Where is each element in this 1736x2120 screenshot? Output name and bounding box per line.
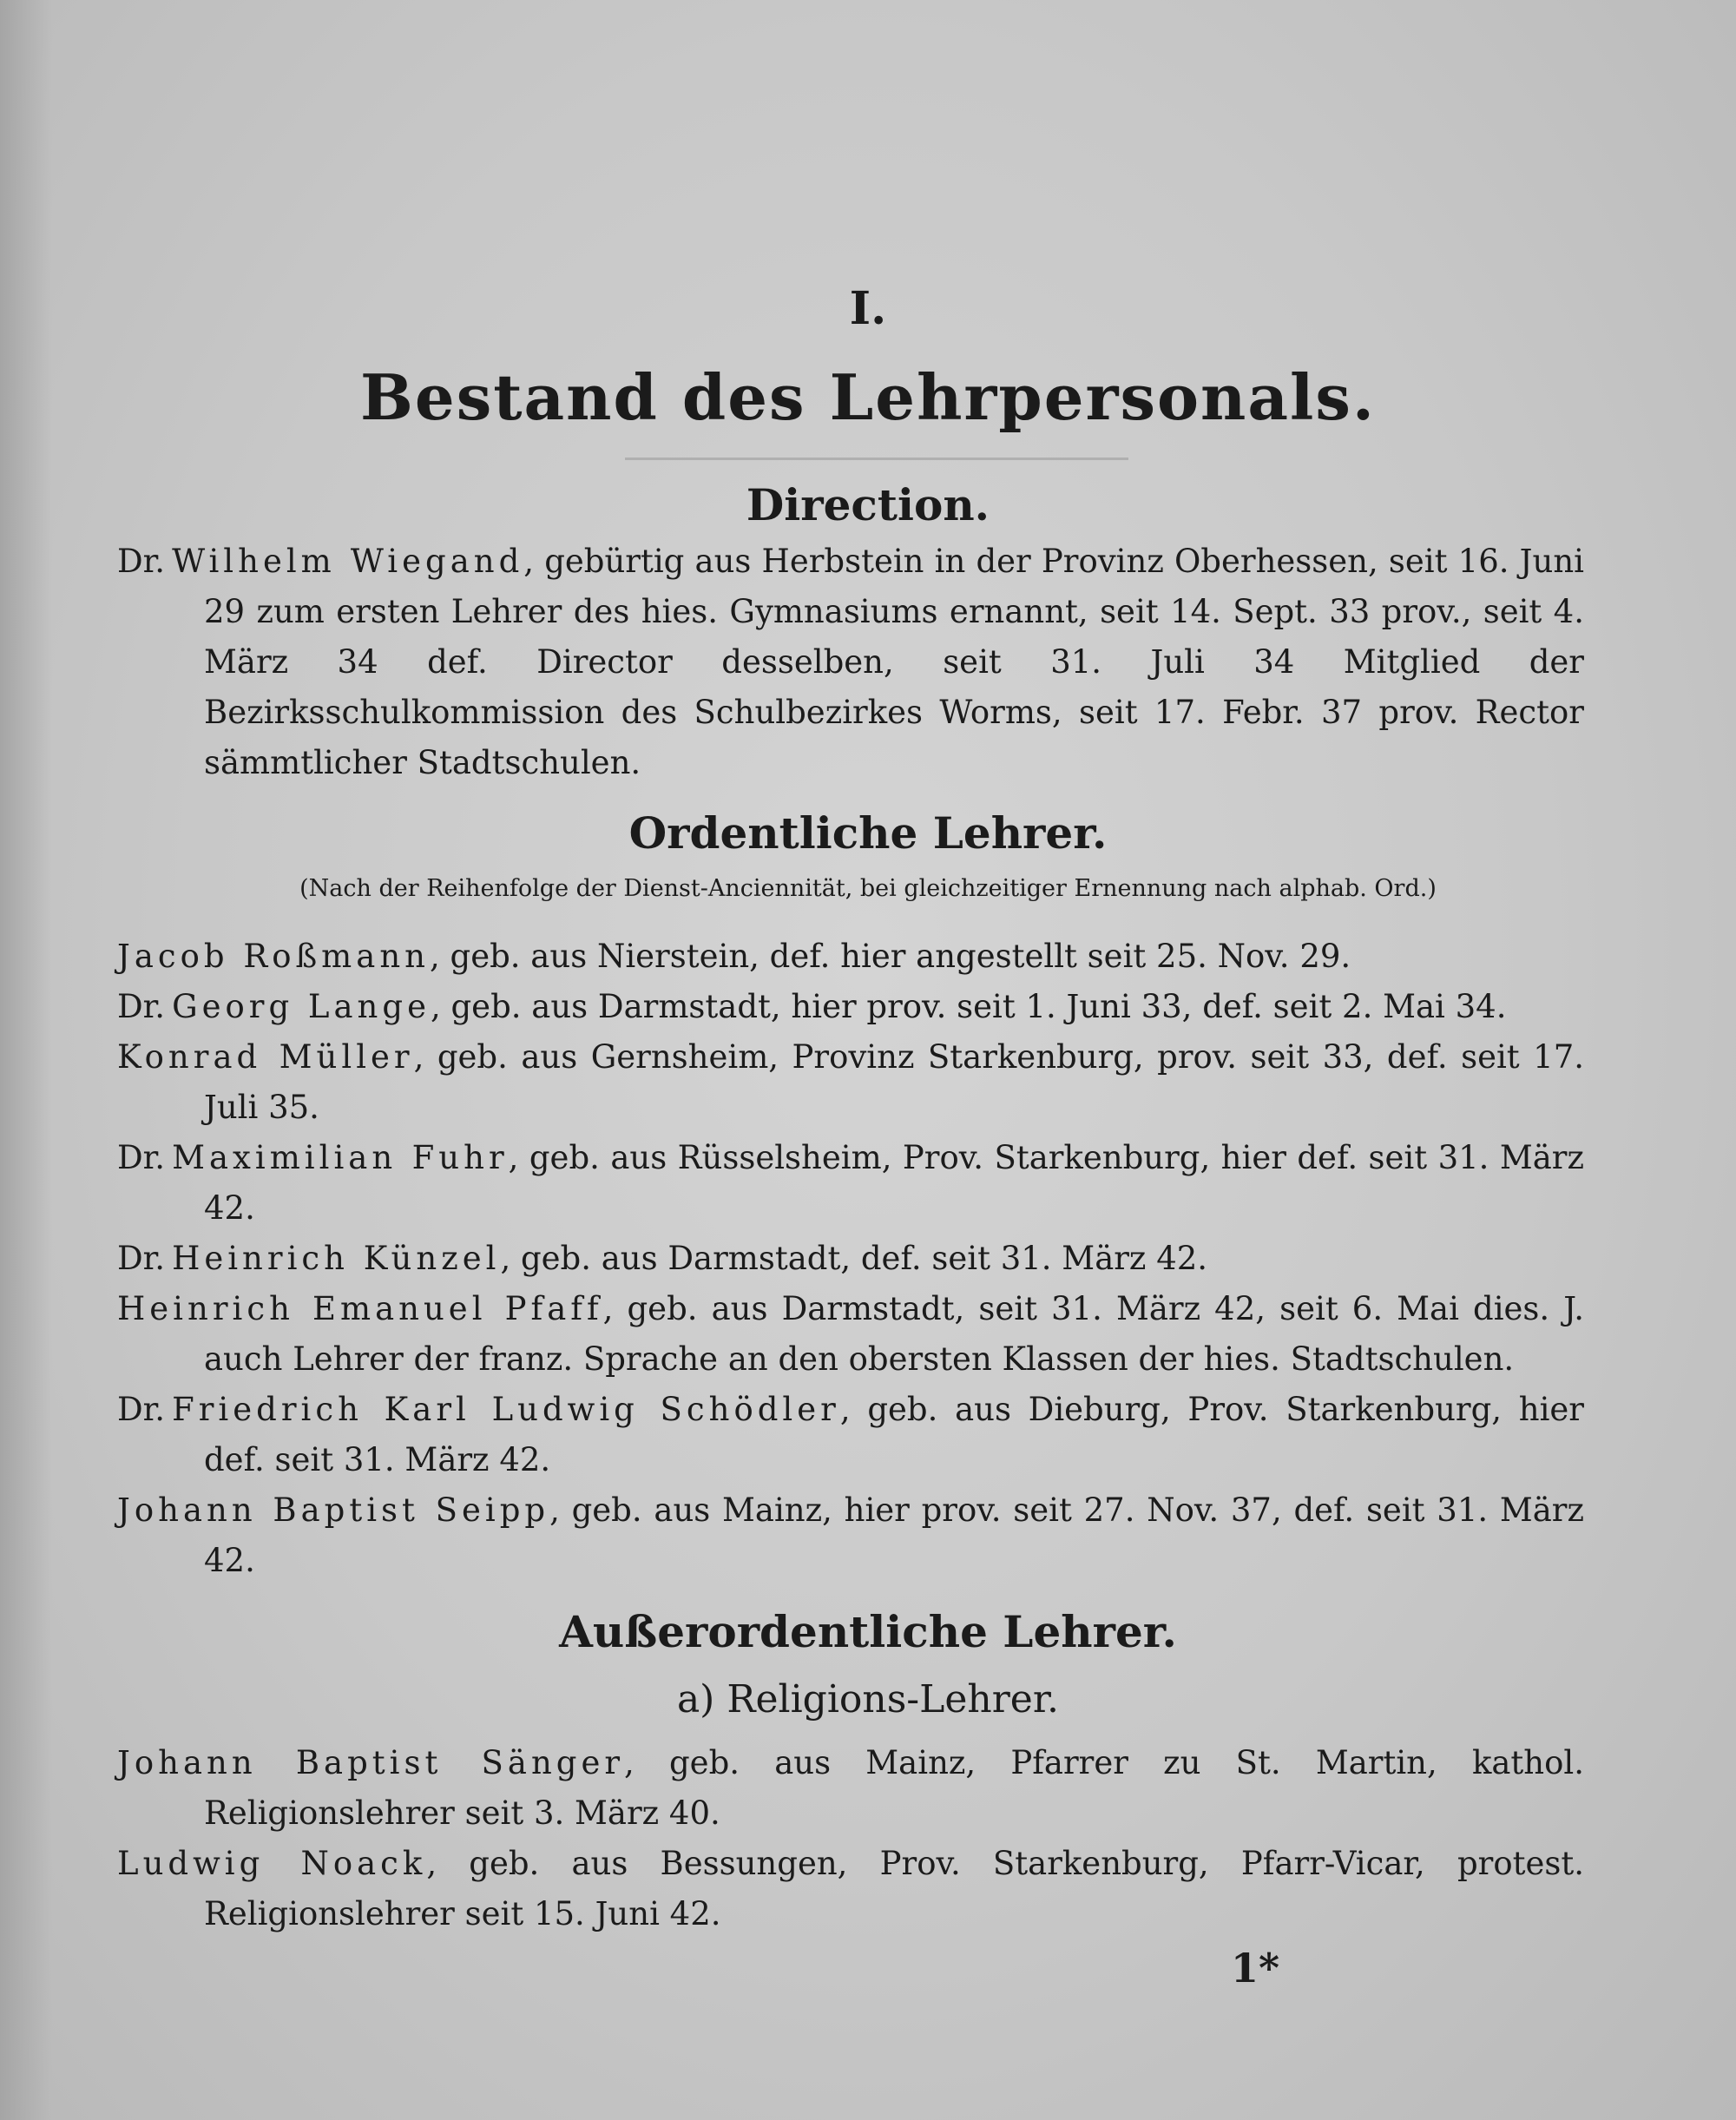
staff-entry bbox=[117, 1385, 1584, 1485]
religion-subheading: a) Religions-Lehrer. bbox=[676, 1677, 1060, 1722]
title-divider bbox=[625, 458, 1128, 460]
entry-name: Friedrich Karl Ludwig Schödler bbox=[172, 1391, 840, 1428]
section-number: I. bbox=[849, 282, 887, 335]
ordentliche-note: (Nach der Reihenfolge der Dienst-Anciennität, bei gleichzeitiger Ernennung nach alphab. Ord.) bbox=[299, 875, 1437, 902]
staff-entry bbox=[117, 1234, 1584, 1284]
staff-entry bbox=[117, 537, 1584, 788]
ausserordentliche-heading: Außerordentliche Lehrer. bbox=[559, 1606, 1177, 1657]
staff-entry bbox=[117, 932, 1584, 982]
entry-name: Wilhelm Wiegand bbox=[172, 543, 524, 580]
page-title: Bestand des Lehrpersonals. bbox=[360, 360, 1376, 434]
ordentliche-heading: Ordentliche Lehrer. bbox=[628, 807, 1108, 859]
entry-text: , gebürtig aus Herbstein in der Provinz Oberhessen, seit 16. Juni 29 zum ersten Lehrer des hies. Gymnasiums ernannt, seit 14. Sept. 33 prov., seit 4. März 34 def. Director desselben, seit 31. Juli 34 Mitglied der Bezirksschulkommission des Schulbezirkes Worms, seit 17. Febr. 37 prov. Rector sämmtlicher Stadtschulen. bbox=[204, 543, 1584, 781]
ausserordentliche-list bbox=[117, 1738, 1584, 1939]
entry-text: , geb. aus Mainz, hier prov. seit 27. Nov. 37, def. seit 31. März 42. bbox=[204, 1491, 1584, 1579]
staff-entry bbox=[117, 1133, 1584, 1234]
staff-entry bbox=[117, 1738, 1584, 1839]
direction-list bbox=[117, 537, 1584, 788]
staff-entry bbox=[117, 1032, 1584, 1133]
staff-entry bbox=[117, 1485, 1584, 1586]
entry-prefix: Dr. bbox=[117, 1240, 166, 1277]
entry-name: Heinrich Künzel bbox=[172, 1240, 501, 1277]
entry-name: Maximilian Fuhr bbox=[172, 1139, 509, 1176]
entry-text: , geb. aus Darmstadt, seit 31. März 42, seit 6. Mai dies. J. auch Lehrer der franz. Sprache an den obersten Klassen der hies. Stadtschulen. bbox=[204, 1290, 1584, 1378]
ordentliche-list bbox=[117, 932, 1584, 1586]
entry-text: , geb. aus Rüsselsheim, Prov. Starkenburg, hier def. seit 31. März 42. bbox=[204, 1139, 1584, 1227]
entry-text: , geb. aus Mainz, Pfarrer zu St. Martin, kathol. Religionslehrer seit 3. März 40. bbox=[204, 1744, 1584, 1832]
entry-name: Johann Baptist Seipp bbox=[117, 1491, 550, 1529]
entry-name: Ludwig Noack bbox=[117, 1845, 427, 1882]
entry-text: , geb. aus Bessungen, Prov. Starkenburg, Pfarr-Vicar, protest. Religionslehrer seit 15. Juni 42. bbox=[204, 1845, 1584, 1932]
entry-name: Konrad Müller bbox=[117, 1038, 414, 1076]
staff-entry bbox=[117, 1284, 1584, 1385]
entry-text: , geb. aus Darmstadt, def. seit 31. März 42. bbox=[500, 1240, 1208, 1277]
entry-prefix: Dr. bbox=[117, 1391, 166, 1428]
staff-entry bbox=[117, 982, 1584, 1032]
entry-name: Johann Baptist Sänger bbox=[117, 1744, 625, 1781]
entry-prefix: Dr. bbox=[117, 543, 166, 580]
entry-text: , geb. aus Darmstadt, hier prov. seit 1. Juni 33, def. seit 2. Mai 34. bbox=[430, 988, 1507, 1025]
entry-text: , geb. aus Nierstein, def. hier angestellt seit 25. Nov. 29. bbox=[430, 938, 1351, 975]
entry-name: Heinrich Emanuel Pfaff bbox=[117, 1290, 603, 1327]
entry-text: , geb. aus Gernsheim, Provinz Starkenburg, prov. seit 33, def. seit 17. Juli 35. bbox=[204, 1038, 1584, 1126]
direction-heading: Direction. bbox=[746, 479, 990, 530]
entry-text: , geb. aus Dieburg, Prov. Starkenburg, hier def. seit 31. März 42. bbox=[204, 1391, 1584, 1478]
entry-name: Jacob Roßmann bbox=[117, 938, 430, 975]
entry-prefix: Dr. bbox=[117, 988, 166, 1025]
entry-name: Georg Lange bbox=[172, 988, 431, 1025]
staff-entry bbox=[117, 1839, 1584, 1939]
entry-prefix: Dr. bbox=[117, 1139, 166, 1176]
page-number: 1* bbox=[1231, 1945, 1280, 1992]
